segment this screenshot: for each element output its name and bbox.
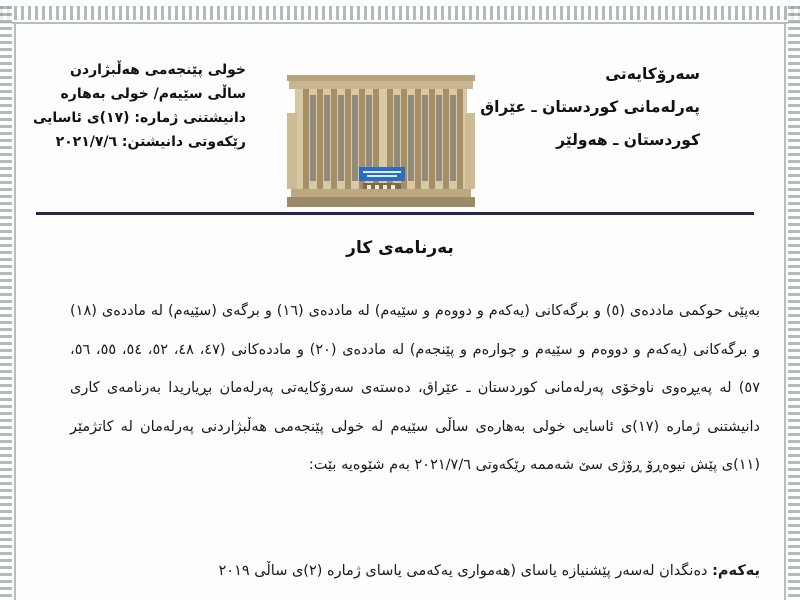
session-header (32, 58, 246, 154)
document-title: بەرنامەی کار (346, 238, 454, 258)
border-line-left (14, 24, 16, 600)
intro-paragraph (70, 292, 760, 485)
session-date: رێکەوتی دانیشتن: ٢٠٢١/٧/٦ (55, 134, 246, 150)
paragraph-text: بەپێی حوکمی ماددەی (٥) و برگەکانی (یەکەم و دووەم و سێیەم) لە ماددەی (١٦) و برگەی (سێیەم) لە ماددەی (١٨) و برگەکانی (یەکەم و دووەم و سێیەم و چوارەم و پێنجەم) لە ماددەی (٢٠) و ماددەکانی (٤٧، ٤٨، ٥٢، ٥٤، ٥٥، ٥٦، ٥٧) لە پەیڕەوی ناوخۆی پەرلەمانی کوردستان ـ عێراق، دەستەی سەرۆکایەتی پەرلەمان بڕیاریدا بەرنامەی کاری دانیشتنی ژمارە (١٧)ی ئاسایی خولی بەهارەی ساڵی سێیەم لە خولی پێنجەمی هەڵبژاردنی پەرلەمان لە کاتژمێر (١١)ی پێش نیوەڕۆ ڕۆژی سێ شەممە رێکەوتی ٢٠٢١/٧/٦ بەم شێوەیە بێت: (70, 303, 760, 473)
agenda-item-text: دەنگدان لەسەر پێشنیازە یاسای (هەمواری یەکەمی یاسای ژمارە (٢)ی ساڵی ٢٠١٩ (218, 563, 708, 579)
border-line-right (784, 24, 786, 600)
organization-header (480, 58, 700, 157)
decorative-border-left (0, 6, 12, 600)
session-number: دانیشتنی ژمارە: (١٧)ی ئاسایی (32, 110, 246, 126)
agenda-item-label: یەکەم: (712, 563, 760, 579)
parliament-building-icon (287, 73, 475, 209)
org-line-presidency: سەرۆکایەتی (605, 65, 700, 83)
org-line-parliament: پەرلەمانی کوردستان ـ عێراق (480, 98, 700, 116)
decorative-border-top (0, 6, 800, 20)
agenda-item-1 (70, 556, 760, 586)
header-divider (36, 212, 754, 215)
session-year: ساڵی سێیەم/ خولی بەهارە (60, 86, 246, 102)
decorative-border-right (788, 6, 800, 600)
session-term: خولی پێنجەمی هەڵبژاردن (69, 62, 246, 78)
border-line-top (0, 22, 800, 24)
org-line-location: کوردستان ـ هەولێر (556, 131, 700, 149)
